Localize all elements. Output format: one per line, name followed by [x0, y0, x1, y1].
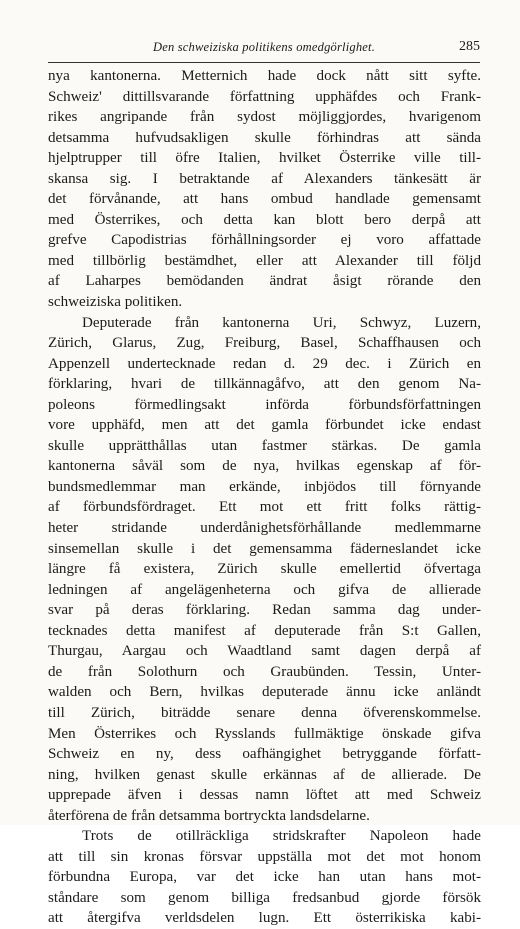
text-line: Schweiz' dittillsvarande författning upphäfdes och Frank-	[48, 88, 481, 105]
text-line: detsamma hufvudsakligen skulle förhindras att sända	[48, 129, 481, 146]
text-line: hjelptrupper till öfre Italien, hvilket Österrike ville till-	[48, 150, 481, 167]
text-line: bundsmedlemmar man erkände, inbjödos till förnyande	[48, 478, 481, 495]
text-line: skansa sig. I betraktande af Alexanders tänkesätt är	[48, 170, 481, 187]
text-line: att återgifva verldsdelen lugn. Ett österrikiska kabi-	[48, 910, 481, 927]
body-text	[48, 66, 481, 929]
text-line: med Österrikes, och detta kan blott bero derpå att	[48, 211, 481, 228]
text-line: kantonerna såväl som de nya, hvilkas egenskap af för-	[48, 458, 481, 475]
text-line: återförena de från detsamma bortryckta landsdelarne.	[48, 807, 370, 824]
text-line: nya kantonerna. Metternich hade dock nått sitt syfte.	[48, 68, 481, 84]
text-line: till Zürich, biträdde senare denna öfverenskommelse.	[48, 704, 481, 721]
text-line: af förbundsfördraget. Ett mot ett fritt folks rättig-	[48, 499, 481, 516]
text-line: ståndare som genom billiga fredsanbud gjorde försök	[48, 889, 481, 906]
text-line: förklaring, hvari de tillkännagåfvo, att den genom Na-	[48, 376, 481, 393]
running-header	[48, 40, 480, 62]
text-line: det förvånande, att hans ombud handlade gemensamt	[48, 191, 481, 208]
text-line: Schweiz en ny, dess oafhängighet betryggande författ-	[48, 746, 481, 763]
text-line: Men Österrikes och Rysslands fullmäktige önskade gifva	[48, 725, 481, 742]
text-line: förbundna Europa, var det icke han utan hans mot-	[48, 869, 481, 886]
text-line: walden och Bern, hvilkas deputerade ännu icke anländt	[48, 684, 481, 701]
text-line: af Laharpes bemödanden ändrat åsigt rörande den	[48, 273, 481, 290]
text-line: schweiziska politiken.	[48, 294, 183, 311]
text-line: Thurgau, Aargau och Waadtland samt dagen derpå af	[48, 643, 481, 660]
text-line: poleons förmedlingsakt införda förbundsförfattningen	[48, 396, 481, 413]
text-line: att till sin kronas försvar uppställa mot det mot honom	[48, 848, 481, 865]
text-line: upprepade äfven i dessas namn löftet att med Schweiz	[48, 787, 481, 804]
text-line: rikes angripande från sydost möjliggjordes, hvarigenom	[48, 109, 481, 126]
text-line: Zürich, Glarus, Zug, Freiburg, Basel, Schaffhausen och	[48, 335, 481, 352]
text-line: de från Solothurn och Graubünden. Tessin, Unter-	[48, 663, 481, 680]
text-line: längre få existera, Zürich skulle emellertid öfvertaga	[48, 561, 481, 578]
text-line: Deputerade från kantonerna Uri, Schwyz, Luzern,	[82, 314, 481, 331]
text-line: ledningen af angelägenheterna och gifva de allierade	[48, 581, 481, 598]
page-number: 285	[459, 39, 480, 54]
text-line: sinsemellan skulle i det gemensamma fäderneslandet icke	[48, 540, 481, 557]
text-line: vore upphäfd, men att det gamla förbundet icke endast	[48, 417, 481, 434]
text-line: heter stridande underdånighetsförhållande medlemmarne	[48, 520, 481, 537]
running-title: Den schweiziska politikens omedgörlighet.	[152, 40, 376, 54]
text-line: Appenzell undertecknade redan d. 29 dec. i Zürich en	[48, 355, 481, 372]
header-rule	[48, 62, 480, 63]
text-line: Trots de otillräckliga stridskrafter Napoleon hade	[82, 828, 481, 845]
text-line: skulle upprätthållas utan fastmer stärkas. De gamla	[48, 437, 481, 454]
text-line: svar på deras förklaring. Redan samma dag under-	[48, 602, 481, 619]
text-line: med tillbörlig bestämdhet, eller att Alexander till följd	[48, 252, 481, 269]
text-line: grefve Capodistrias förhållningsorder ej voro affattade	[48, 232, 481, 249]
text-line: tecknades detta manifest af deputerade från S:t Gallen,	[48, 622, 481, 639]
text-line: ning, hvilken genast skulle erkännas af de allierade. De	[48, 766, 481, 783]
